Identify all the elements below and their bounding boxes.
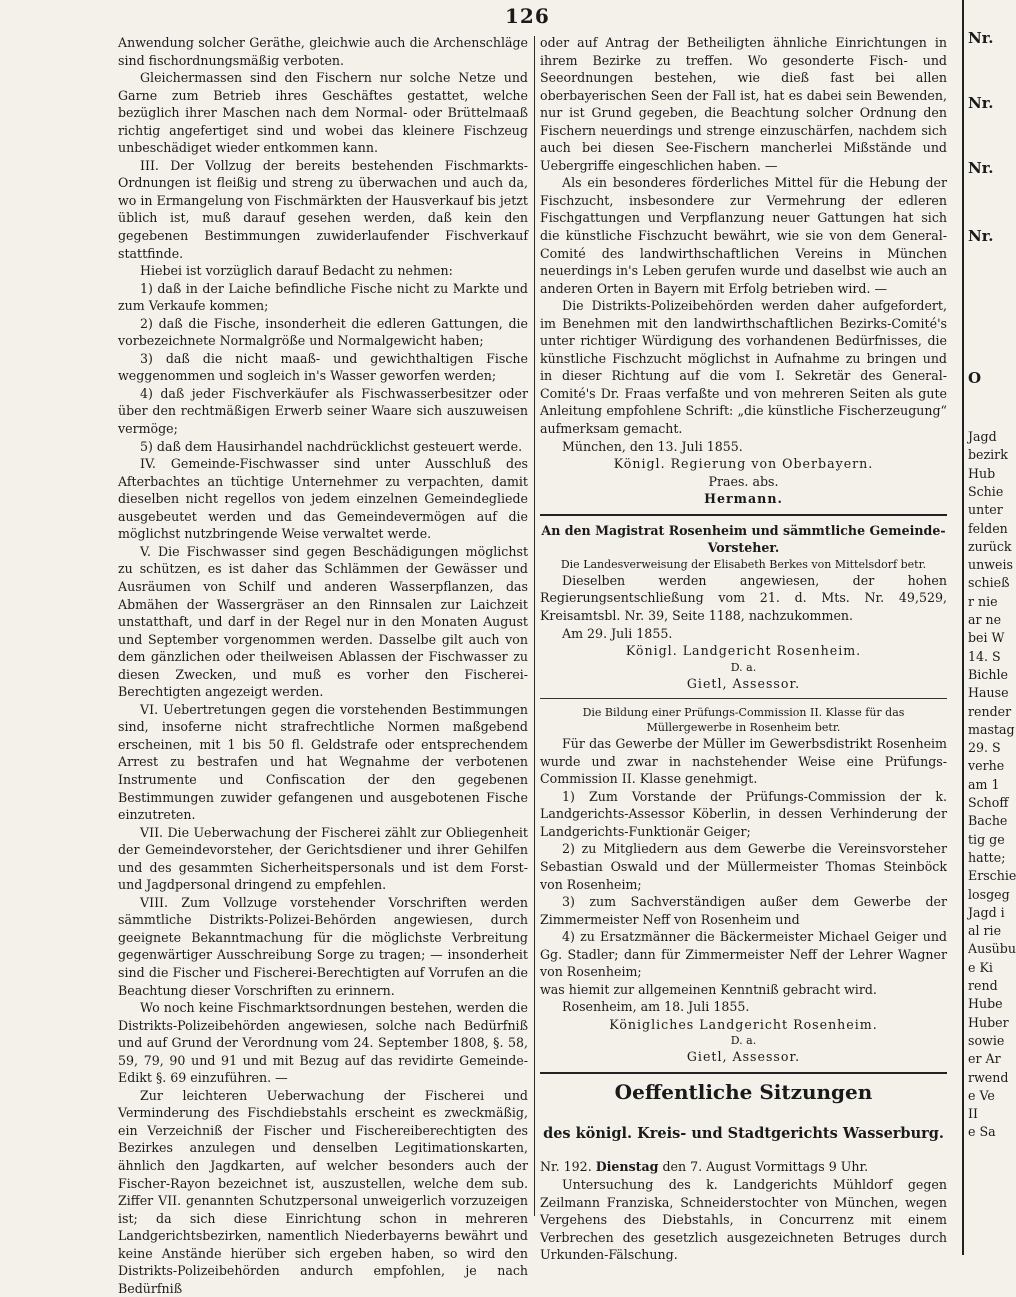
- praes-line: Praes. abs.: [708, 473, 779, 489]
- section-rule: [540, 698, 947, 699]
- strip-text: e Ve: [968, 1087, 995, 1103]
- list-item: 2) daß die Fische, insonderheit die edleren Gattungen, die vorbezeichnete Normalgröße und Normalgewicht haben;: [118, 315, 528, 349]
- list-item: 1) Zum Vorstande der Prüfungs-Commission der k. Landgerichts-Assessor Köberlin, in dessen Verhinderung der Landgerichts-Funktionär Geiger;: [540, 788, 947, 839]
- strip-text: bezirk: [968, 447, 1008, 463]
- dateline: Rosenheim, am 18. Juli 1855.: [562, 999, 750, 1015]
- strip-text: render: [968, 703, 1012, 719]
- strip-text: Bache: [968, 813, 1008, 829]
- authority: Königl. Regierung von Oberbayern.: [613, 456, 874, 472]
- list-item: 4) zu Ersatzmänner die Bäckermeister Michael Geiger und Gg. Stadler; dann für Zimmermeister Neff der Lehrer Wagner von Rosenheim;: [540, 929, 947, 980]
- list-item: 5) daß dem Hausirhandel nachdrücklichst gesteuert werde.: [140, 438, 523, 454]
- list-item: 2) zu Mitgliedern aus dem Gewerbe die Vereinsvorsteher Sebastian Oswald und der Müllermeister Thomas Steinböck von Rosenheim;: [540, 841, 947, 892]
- paragraph: VII. Die Ueberwachung der Fischerei zählt zur Obliegenheit der Gemeindevorsteher, der Gerichtsdiener und ihrer Gehilfen und des gesammten Sicherheitspersonals und ist dem Forst- und Jagdpersonal dringend zu empfehlen.: [118, 824, 528, 893]
- da-line: D. a.: [730, 1034, 757, 1048]
- paragraph: Anwendung solcher Geräthe, gleichwie auch die Archenschläge sind fischordnungsmäßig verboten.: [118, 35, 528, 68]
- strip-text: Nr.: [968, 159, 994, 177]
- dateline: München, den 13. Juli 1855.: [562, 438, 743, 454]
- strip-text: Jagd i: [968, 904, 1005, 920]
- paragraph: Gleichermassen sind den Fischern nur solche Netze und Garne zum Betrieb ihres Geschäftes gestattet, welche bezüglich ihrer Maschen nach dem Normal- oder Brüttelmaaß richtig angefertiget sind und wobei das kleinere Fischzeug unbeschädiget wieder entkommen kann.: [118, 70, 528, 156]
- paragraph: Wo noch keine Fischmarktsordnungen bestehen, werden die Distrikts-Polizeibehörden angewiesen, solche nach Bedürfniß und auf Grund der Verordnung vom 24. September 1808, §. 58, 59, 79, 90 und 91 und mit Bezug auf das revidirte Gemeinde-Edikt §. 69 einzuführen. —: [118, 1000, 528, 1086]
- strip-text: rwend: [968, 1069, 1009, 1085]
- paragraph: oder auf Antrag der Betheiligten ähnliche Einrichtungen in ihrem Bezirke zu treffen. Wo gesonderte Fisch- und Seeordnungen bestehen, wie dieß fast bei allen oberbayerischen Seen der Fall ist, hat es dabei sein Bewenden, nur ist Grund gegeben, die Beachtung solcher Ordnung den Fischern neuerdings und strenge einzuschärfen, nachdem sich auch bei diesen See-Fischern mancherlei Mißstände und Uebergriffe eingeschlichen haben. —: [540, 35, 947, 173]
- closing-line: was hiemit zur allgemeinen Kenntniß gebracht wird.: [540, 981, 877, 997]
- section-rule: [540, 1072, 947, 1074]
- strip-text: am 1: [968, 776, 1000, 792]
- dateline: Am 29. Juli 1855.: [562, 625, 673, 641]
- strip-text: Hub: [968, 465, 996, 481]
- strip-text: Huber: [968, 1014, 1009, 1030]
- strip-text: zurück: [968, 538, 1012, 554]
- strip-text: Hause: [968, 685, 1009, 701]
- paragraph: III. Der Vollzug der bereits bestehenden Fischmarkts-Ordnungen ist fleißig und streng zu überwachen und auch da, wo in Ermangelung von Fischmärkten der Hausverkauf bis jetzt üblich ist, muß darauf gesehen werden, daß kein den gegebenen Bestimmungen zuwiderlaufender Fischverkauf stattfinde.: [118, 157, 528, 261]
- paragraph: VIII. Zum Vollzuge vorstehender Vorschriften werden sämmtliche Distrikts-Polizei-Behörden angewiesen, durch geeignete Bekanntmachung für die möglichste Verbreitung gegenwärtiger Ausschreibung Sorge zu tragen; — insonderheit sind die Fischer und Fischerei-Berechtigten auf Vorrufen an die Beachtung dieser Vorschriften zu erinnern.: [118, 894, 528, 998]
- strip-text: schieß: [968, 575, 1010, 591]
- paragraph: Die Distrikts-Polizeibehörden werden daher aufgefordert, im Benehmen mit den landwirthschaftlichen Bezirks-Comité's unter richtiger Würdigung des vorhandenen Bedürfnisses, die künstliche Fischzucht möglichst in Aufnahme zu bringen und in dieser Richtung auf die vom I. Sekretär des General-Comité's Dr. Fraas verfaßte und von mehreren Seiten als gute Anleitung empfohlene Schrift: „die künstliche Fischerzeugung“ aufmerksam gemacht.: [540, 298, 947, 437]
- strip-text: Bichle: [968, 666, 1008, 682]
- strip-text: al rie: [968, 923, 1002, 939]
- strip-text: 14. S: [968, 648, 1001, 664]
- list-item: 3) zum Sachverständigen außer dem Gewerbe der Zimmermeister Neff von Rosenheim und: [540, 894, 947, 927]
- strip-text: felden: [968, 520, 1008, 536]
- authority: Königliches Landgericht Rosenheim.: [609, 1016, 878, 1032]
- entry-day: Dienstag: [595, 1159, 659, 1175]
- strip-text: Schie: [968, 483, 1004, 499]
- list-item: 1) daß in der Laiche befindliche Fische nicht zu Markte und zum Verkaufe kommen;: [118, 280, 528, 314]
- strip-text: e Sa: [968, 1124, 996, 1140]
- strip-text: e Ki: [968, 959, 993, 975]
- paragraph: Zur leichteren Ueberwachung der Fischerei und Verminderung des Fischdiebstahls erscheint es zweckmäßig, ein Verzeichniß der Fischer und Fischereiberechtigten des Bezirkes anzulegen und denselben Legitimationskarten, ähnlich den Jagdkarten, auf welcher besonders auch der Fischer-Rayon bezeichnet ist, auszustellen, welche dem sub. Ziffer VII. genannten Schutzpersonal unweigerlich vorzuzeigen ist; da sich diese Einrichtung schon in mehreren Landgerichtsbezirken, namentlich Niederbayerns bewährt und keine Anstände hierüber sich ergeben haben, so wird den Distrikts-Polizeibehörden andurch empfohlen, je nach Bedürfniß: [118, 1087, 528, 1296]
- signature: Gietl, Assessor.: [686, 675, 801, 691]
- section-rule: [540, 514, 947, 516]
- right-column: [540, 34, 947, 1264]
- strip-text: Ausübu: [968, 941, 1016, 957]
- authority: Königl. Landgericht Rosenheim.: [625, 643, 862, 659]
- entry-time: den 7. August Vormittags 9 Uhr.: [662, 1159, 869, 1175]
- paragraph: VI. Uebertretungen gegen die vorstehenden Bestimmungen sind, insoferne nicht strafrechtliche Normen maßgebend erscheinen, mit 1 bis 50 fl. Geldstrafe oder entsprechendem Arrest zu bestrafen und hat Wegnahme der verbotenen Instrumente und Confiscation der den gegebenen Bestimmungen zuwider gefangenen und ausgebotenen Fische einzutreten.: [118, 701, 528, 823]
- section-subheading: des königl. Kreis- und Stadtgerichts Wasserburg.: [543, 1124, 944, 1142]
- strip-text: ar ne: [968, 612, 1002, 627]
- adjacent-page-strip: [962, 0, 1016, 1255]
- strip-text: tig ge: [968, 831, 1005, 847]
- strip-text: hatte;: [968, 849, 1006, 865]
- list-item: 3) daß die nicht maaß- und gewichthaltigen Fische weggenommen und sogleich in's Wasser geworfen werden;: [118, 350, 528, 384]
- strip-text: mastag: [968, 721, 1015, 737]
- strip-text: Schoff: [968, 795, 1009, 810]
- signature: Gietl, Assessor.: [686, 1049, 801, 1065]
- entry-number: Nr. 192.: [540, 1159, 592, 1175]
- paragraph: Dieselben werden angewiesen, der hohen Regierungsentschließung vom 21. d. Mts. Nr. 49,529, Kreisamtsbl. Nr. 39, Seite 1188, nachzukommen.: [540, 572, 947, 623]
- strip-text: 29. S: [968, 740, 1001, 756]
- strip-text: Hube: [968, 996, 1003, 1012]
- section-heading: An den Magistrat Rosenheim und sämmtliche Gemeinde-Vorsteher.: [541, 522, 946, 556]
- signature: Hermann.: [704, 491, 783, 507]
- list-item: 4) daß jeder Fischverkäufer als Fischwasserbesitzer oder über den rechtmäßigen Erwerb seiner Waare sich auszuweisen vermöge;: [118, 385, 528, 437]
- strip-text: unweis: [968, 557, 1013, 573]
- da-line: D. a.: [730, 660, 757, 674]
- paragraph: Hiebei ist vorzüglich darauf Bedacht zu nehmen:: [140, 263, 453, 279]
- strip-text: Nr.: [968, 94, 994, 112]
- paragraph: IV. Gemeinde-Fischwasser sind unter Ausschluß des Afterbachtes an tüchtige Unternehmer zu verpachten, damit dieselben nicht regellos von jedem einzelnen Gemeindegliede ausgebeutet werden und das Gemeindevermögen auf die möglichst nutzbringende Weise verwaltet werde.: [118, 456, 528, 542]
- strip-text: Erschie: [968, 868, 1016, 884]
- strip-text: sowie: [968, 1032, 1005, 1048]
- strip-text: bei W: [968, 630, 1005, 646]
- strip-text: II: [968, 1106, 978, 1122]
- strip-text: Nr.: [968, 227, 994, 245]
- left-column: [118, 34, 528, 1297]
- strip-text: unter: [968, 502, 1003, 518]
- section-subheading: Die Landesverweisung der Elisabeth Berkes von Mittelsdorf betr.: [560, 557, 927, 571]
- entry-line: [540, 1158, 947, 1176]
- strip-text: losgeg: [968, 886, 1010, 902]
- column-divider: [534, 36, 535, 1216]
- strip-text: rend: [968, 978, 998, 993]
- page-number: 126: [505, 4, 550, 28]
- paragraph: V. Die Fischwasser sind gegen Beschädigungen möglichst zu schützen, es ist daher das Schlämmen der Gewässer und Ausräumen von Schilf und anderen Wasserpflanzen, das Abmähen der Wassergräser an den Rinnsalen zur Laichzeit unstatthaft, und darf in der Regel nur in den Monaten August und September vorgenommen werden. Dasselbe gilt auch von dem gänzlichen oder theilweisen Ablassen der Fischwasser zu diesen Zwecken, und muß es vorher den Fischerei-Berechtigten angezeigt werden.: [118, 543, 528, 700]
- strip-text: Jagd: [968, 429, 997, 444]
- strip-text: r nie: [968, 593, 998, 609]
- paragraph: Für das Gewerbe der Müller im Gewerbsdistrikt Rosenheim wurde und zwar in nachstehender Weise eine Prüfungs-Commission II. Klasse genehmigt.: [540, 736, 947, 787]
- strip-text: verhe: [968, 758, 1005, 774]
- entry-body: Untersuchung des k. Landgerichts Mühldorf gegen Zeilmann Franziska, Schneiderstochter von München, wegen Vergehens des Diebstahls, in Concurrenz mit einem Verbrechen des gesetzlich ausgezeichneten Betruges durch Urkunden-Fälschung.: [540, 1177, 947, 1263]
- strip-text: Nr.: [968, 29, 994, 47]
- strip-text: O: [968, 369, 982, 387]
- strip-text: er Ar: [968, 1051, 1001, 1067]
- paragraph: Als ein besonderes förderliches Mittel für die Hebung der Fischzucht, insbesondere zur Vermehrung der edleren Fischgattungen und Verpflanzung neuer Gattungen hat sich die künstliche Fischzucht bewährt, wie sie von dem General-Comité des landwirthschaftlichen Vereins in München neuerdings in's Leben gerufen wurde und daselbst wie auch an anderen Orten in Bayern mit Erfolg betrieben wird. —: [540, 175, 947, 296]
- section-subheading: Die Bildung einer Prüfungs-Commission II. Klasse für das Müllergewerbe in Rosenheim betr.: [582, 706, 905, 735]
- section-heading: Oeffentliche Sitzungen: [614, 1079, 873, 1104]
